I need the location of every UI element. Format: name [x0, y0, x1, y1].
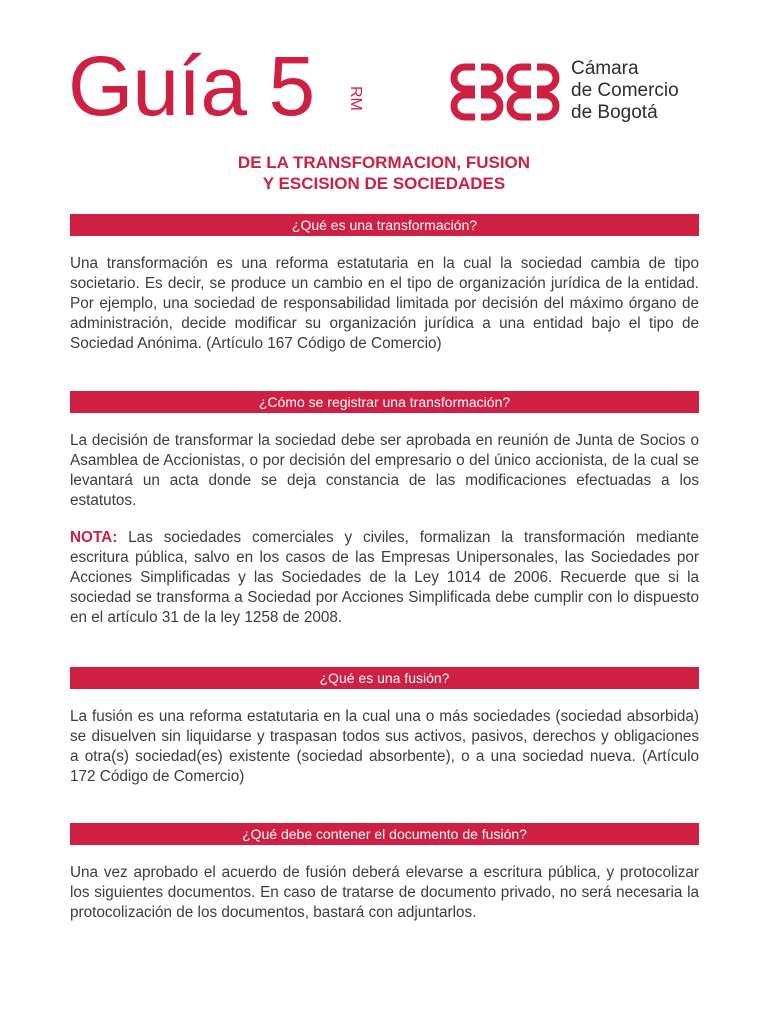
guide-title: Guía 5	[68, 39, 315, 133]
section-body-fusion: La fusión es una reforma estatutaria en la cual una o más sociedades (sociedad absorbida) se disuelven sin liquidarse y traspasan todos sus activos, pasivos, derechos y obligaciones a otra(s) sociedad(es) existente (sociedad absorbente), o a una sociedad nueva. (Artículo 172 Código de Comercio)	[70, 708, 699, 785]
section-heading-fusion: ¿Qué es una fusión?	[70, 667, 699, 689]
note-body: Las sociedades comerciales y civiles, formalizan la transformación mediante escritura pública, salvo en los casos de las Empresas Unipersonales, las Sociedades por Acciones Simplificadas y las Sociedades de la Ley 1014 de 2006. Recuerde que si la sociedad se transforma a Sociedad por Acciones Simplificada debe cumplir con lo dispuesto en el artículo 31 de la ley 1258 de 2008.	[70, 529, 699, 626]
logo-text	[571, 58, 711, 124]
section-body-transformation: Una transformación es una reforma estatutaria en la cual la sociedad cambia de tipo societario. Es decir, se produce un cambio en el tipo de organización jurídica de la entidad. Por ejemplo, una sociedad de responsabilidad limitada por decisión del máximo órgano de administración, decide modificar su organización jurídica a una entidad bajo el tipo de Sociedad Anónima. (Artículo 167 Código de Comercio)	[70, 255, 699, 352]
logo-line: de Bogotá	[571, 102, 658, 123]
section-heading-transformation: ¿Qué es una transformación?	[70, 214, 699, 236]
note-label: NOTA:	[70, 529, 118, 546]
ccb-logo-icon	[450, 62, 560, 122]
section-body-register: La decisión de transformar la sociedad debe ser aprobada en reunión de Junta de Socios o Asamblea de Accionistas, o por decisión del empresario o del único accionista, de la cual se levantará un acta donde se deja constancia de las modificaciones efectuadas a los estatutos.	[70, 432, 699, 509]
document-title-line: Y ESCISION DE SOCIEDADES	[262, 174, 506, 193]
section-heading-register: ¿Cómo se registrar una transformación?	[70, 391, 699, 413]
document-title	[68, 152, 700, 194]
section-body-fusion-document: Una vez aprobado el acuerdo de fusión deberá elevarse a escritura pública, y protocolizar los siguientes documentos. En caso de tratarse de documento privado, no será necesaria la protocolización de los documentos, bastará con adjuntarlos.	[70, 864, 699, 921]
note-paragraph	[70, 528, 699, 628]
document-title-line: DE LA TRANSFORMACION, FUSION	[237, 153, 531, 172]
logo-line: de Comercio	[571, 80, 679, 101]
section-heading-fusion-document: ¿Qué debe contener el documento de fusión?	[70, 823, 699, 845]
guide-subtitle: RM	[347, 86, 364, 111]
logo-line: Cámara	[571, 58, 639, 79]
header	[68, 39, 708, 142]
